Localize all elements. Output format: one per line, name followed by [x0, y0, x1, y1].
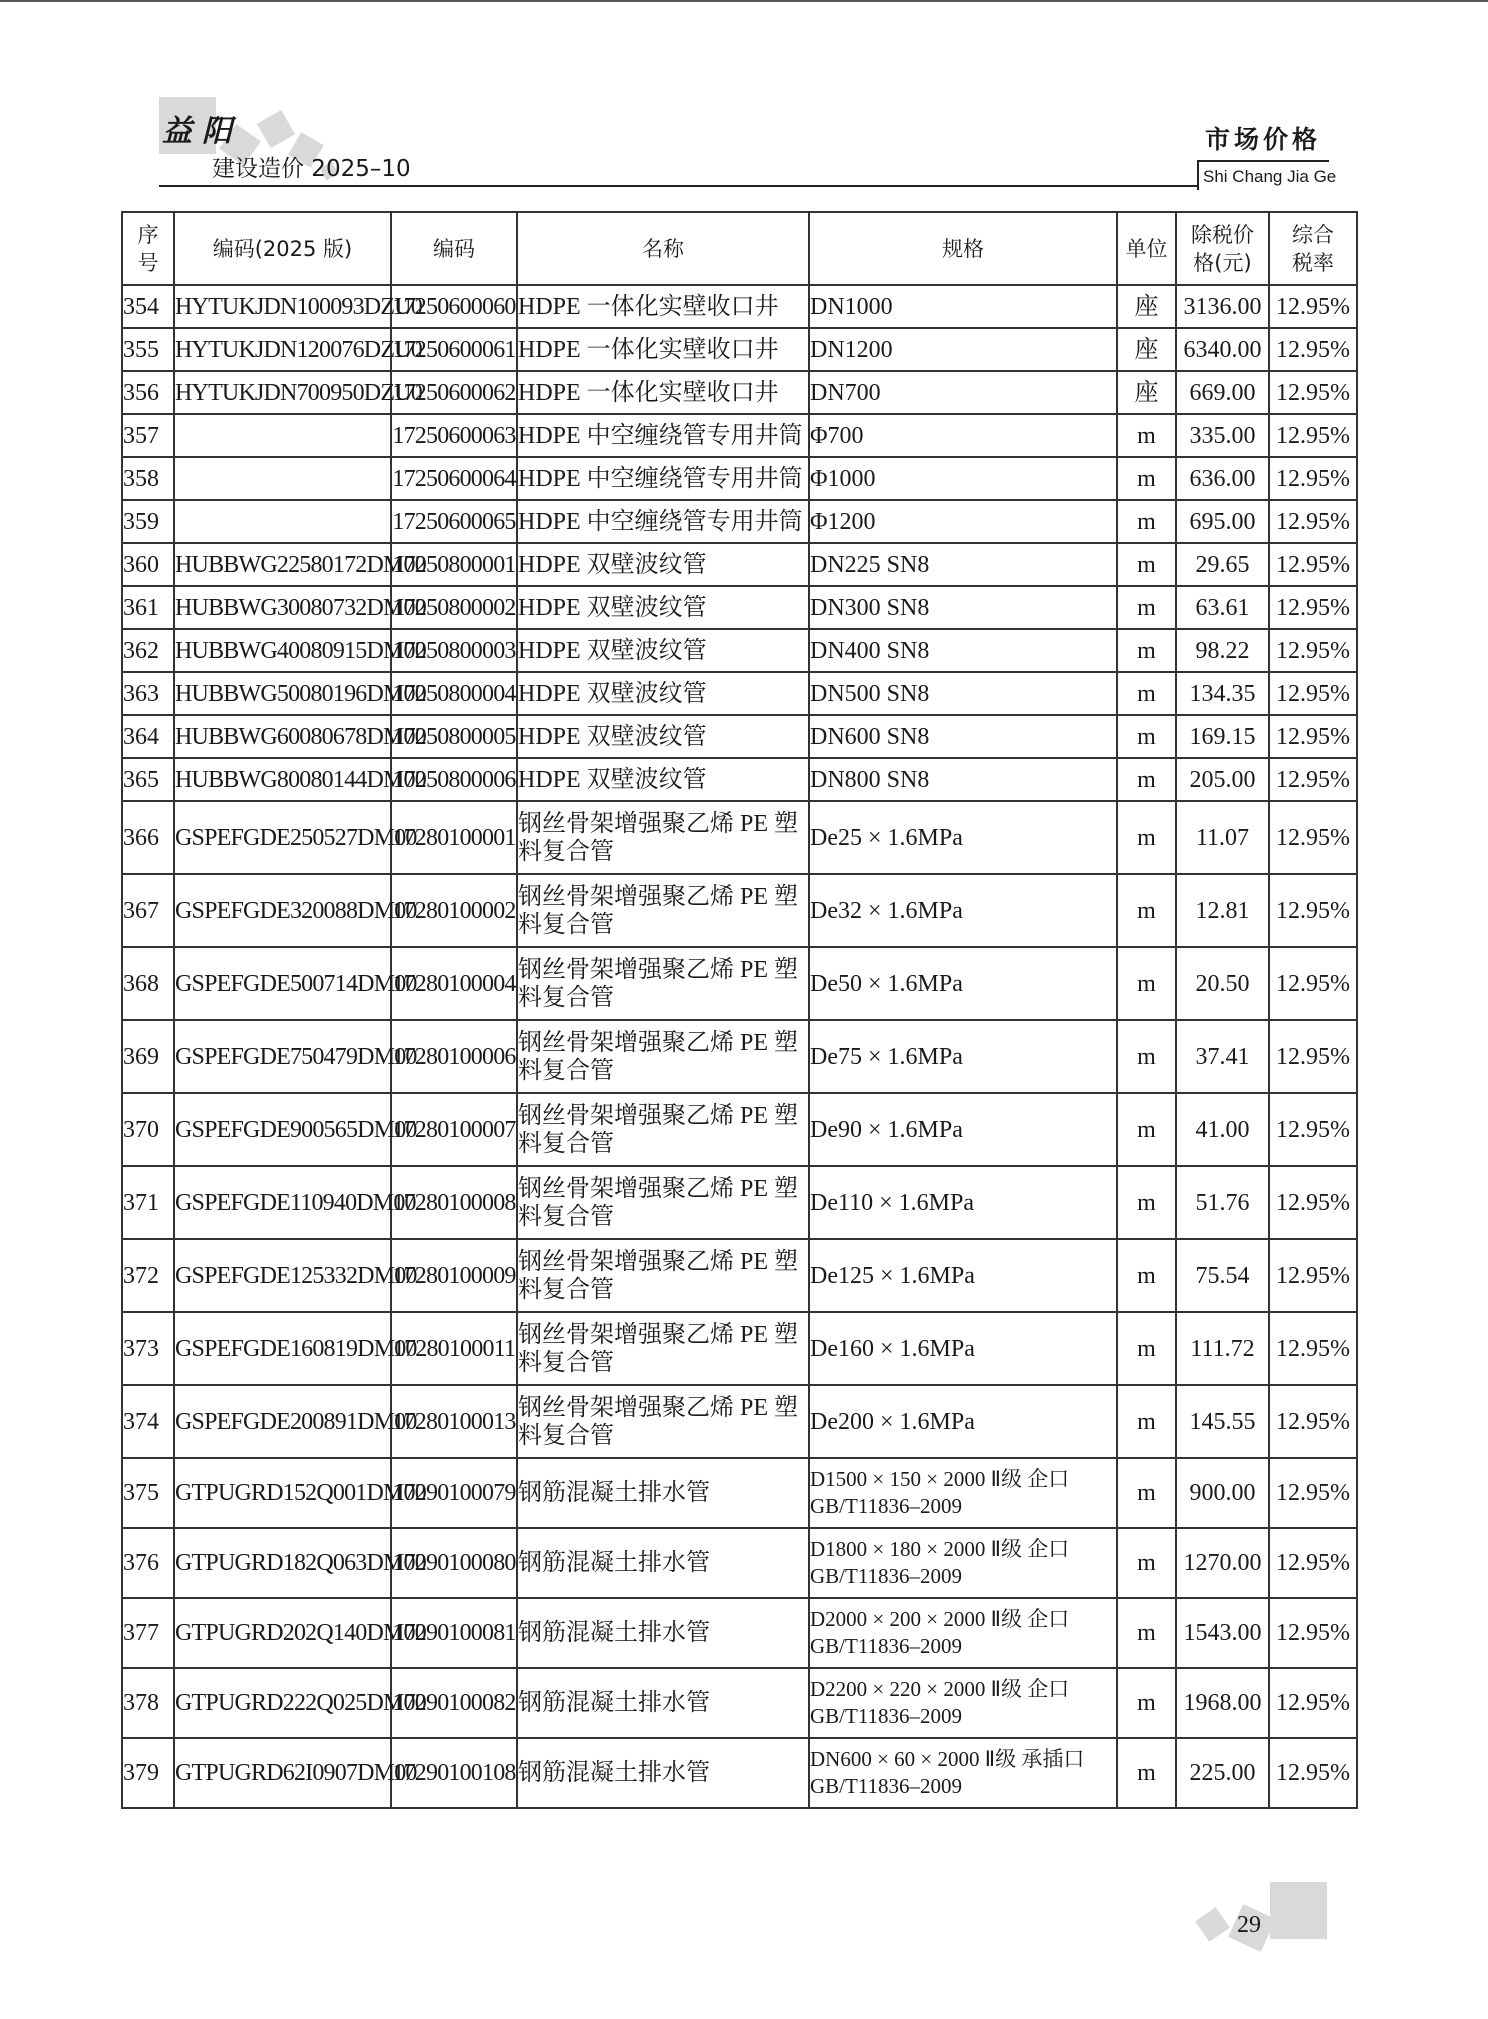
table-row — [122, 414, 1357, 457]
cell-seq: 364 — [122, 715, 174, 758]
cell-price: 669.00 — [1176, 371, 1269, 414]
cell-price: 1270.00 — [1176, 1528, 1269, 1598]
cell-code-2025: HUBBWG60080678DM00 — [174, 715, 391, 758]
cell-code-2025: GTPUGRD202Q140DM00 — [174, 1598, 391, 1668]
column-header-name: 名称 — [517, 212, 809, 285]
cell-name: 钢丝骨架增强聚乙烯 PE 塑料复合管 — [517, 1312, 809, 1385]
cell-rate: 12.95% — [1269, 1239, 1357, 1312]
cell-spec: Φ1000 — [809, 457, 1117, 500]
cell-rate: 12.95% — [1269, 457, 1357, 500]
cell-unit: m — [1117, 629, 1176, 672]
table-row — [122, 1458, 1357, 1528]
cell-price: 12.81 — [1176, 874, 1269, 947]
cell-spec: De110 × 1.6MPa — [809, 1166, 1117, 1239]
cell-spec: De25 × 1.6MPa — [809, 801, 1117, 874]
cell-rate: 12.95% — [1269, 285, 1357, 328]
cell-code: 17290100081 — [391, 1598, 517, 1668]
cell-rate: 12.95% — [1269, 328, 1357, 371]
column-header-price: 除税价 格(元) — [1176, 212, 1269, 285]
cell-code: 17290100080 — [391, 1528, 517, 1598]
cell-code: 17250600065 — [391, 500, 517, 543]
cell-name: HDPE 双壁波纹管 — [517, 586, 809, 629]
cell-code-2025: GTPUGRD62I0907DM00 — [174, 1738, 391, 1808]
cell-code-2025: HUBBWG30080732DM00 — [174, 586, 391, 629]
cell-rate: 12.95% — [1269, 371, 1357, 414]
cell-code-2025: GTPUGRD182Q063DM00 — [174, 1528, 391, 1598]
cell-unit: m — [1117, 1020, 1176, 1093]
table-row — [122, 715, 1357, 758]
table-body — [122, 285, 1357, 1808]
cell-rate: 12.95% — [1269, 874, 1357, 947]
cell-code: 17250800006 — [391, 758, 517, 801]
cell-name: 钢筋混凝土排水管 — [517, 1738, 809, 1808]
cell-spec: De32 × 1.6MPa — [809, 874, 1117, 947]
cell-price: 900.00 — [1176, 1458, 1269, 1528]
price-table — [121, 211, 1358, 1809]
table-row — [122, 1020, 1357, 1093]
cell-name: 钢丝骨架增强聚乙烯 PE 塑料复合管 — [517, 1093, 809, 1166]
page-number: 29 — [1237, 1912, 1261, 1938]
column-header-spec: 规格 — [809, 212, 1117, 285]
cell-unit: m — [1117, 500, 1176, 543]
cell-name: HDPE 双壁波纹管 — [517, 672, 809, 715]
section-title: 市场价格 — [1205, 125, 1322, 154]
table-row — [122, 1093, 1357, 1166]
table-row — [122, 457, 1357, 500]
cell-seq: 359 — [122, 500, 174, 543]
cell-code-2025: GSPEFGDE750479DM00 — [174, 1020, 391, 1093]
cell-name: HDPE 双壁波纹管 — [517, 629, 809, 672]
cell-code: 17280100008 — [391, 1166, 517, 1239]
table-row — [122, 1166, 1357, 1239]
cell-name: HDPE 一体化实壁收口井 — [517, 371, 809, 414]
cell-price: 695.00 — [1176, 500, 1269, 543]
cell-rate: 12.95% — [1269, 1738, 1357, 1808]
cell-unit: m — [1117, 543, 1176, 586]
cell-code-2025: GSPEFGDE110940DM00 — [174, 1166, 391, 1239]
cell-seq: 361 — [122, 586, 174, 629]
cell-code: 17290100082 — [391, 1668, 517, 1738]
cell-spec: DN225 SN8 — [809, 543, 1117, 586]
cell-unit: m — [1117, 947, 1176, 1020]
cell-price: 41.00 — [1176, 1093, 1269, 1166]
cell-rate: 12.95% — [1269, 414, 1357, 457]
city-logo-text: 益阳 — [162, 114, 242, 149]
cell-code-2025: GSPEFGDE160819DM00 — [174, 1312, 391, 1385]
page-square-decor — [1270, 1882, 1327, 1939]
cell-seq: 374 — [122, 1385, 174, 1458]
cell-seq: 369 — [122, 1020, 174, 1093]
cell-seq: 357 — [122, 414, 174, 457]
table-row — [122, 500, 1357, 543]
cell-spec: De200 × 1.6MPa — [809, 1385, 1117, 1458]
table-row — [122, 947, 1357, 1020]
cell-name: HDPE 双壁波纹管 — [517, 758, 809, 801]
cell-unit: m — [1117, 1385, 1176, 1458]
cell-seq: 377 — [122, 1598, 174, 1668]
cell-code-2025 — [174, 500, 391, 543]
cell-spec: DN1200 — [809, 328, 1117, 371]
section-subtitle: Shi Chang Jia Ge — [1203, 167, 1337, 186]
cell-seq: 376 — [122, 1528, 174, 1598]
table-row — [122, 328, 1357, 371]
cell-rate: 12.95% — [1269, 947, 1357, 1020]
cell-seq: 356 — [122, 371, 174, 414]
cell-code-2025: HUBBWG22580172DM00 — [174, 543, 391, 586]
cell-code-2025: GSPEFGDE500714DM00 — [174, 947, 391, 1020]
cell-spec: DN600 SN8 — [809, 715, 1117, 758]
header-rule — [159, 185, 1199, 187]
cell-name: HDPE 双壁波纹管 — [517, 543, 809, 586]
table-row — [122, 874, 1357, 947]
cell-seq: 358 — [122, 457, 174, 500]
table-row — [122, 1385, 1357, 1458]
cell-seq: 372 — [122, 1239, 174, 1312]
cell-code-2025: GSPEFGDE900565DM00 — [174, 1093, 391, 1166]
cell-code: 17250800004 — [391, 672, 517, 715]
cell-price: 20.50 — [1176, 947, 1269, 1020]
cell-unit: m — [1117, 1312, 1176, 1385]
table-row — [122, 285, 1357, 328]
cell-code: 17280100011 — [391, 1312, 517, 1385]
cell-price: 6340.00 — [1176, 328, 1269, 371]
cell-spec: D1800 × 180 × 2000 Ⅱ级 企口 GB/T11836–2009 — [809, 1528, 1117, 1598]
cell-unit: m — [1117, 1093, 1176, 1166]
cell-rate: 12.95% — [1269, 1020, 1357, 1093]
cell-price: 75.54 — [1176, 1239, 1269, 1312]
cell-unit: m — [1117, 1738, 1176, 1808]
cell-unit: m — [1117, 1458, 1176, 1528]
cell-name: 钢筋混凝土排水管 — [517, 1458, 809, 1528]
table-row — [122, 1668, 1357, 1738]
cell-code: 17280100001 — [391, 801, 517, 874]
column-header-code: 编码 — [391, 212, 517, 285]
cell-price: 98.22 — [1176, 629, 1269, 672]
cell-price: 335.00 — [1176, 414, 1269, 457]
cell-code-2025: GSPEFGDE200891DM00 — [174, 1385, 391, 1458]
cell-spec: DN1000 — [809, 285, 1117, 328]
cell-seq: 367 — [122, 874, 174, 947]
cell-rate: 12.95% — [1269, 1598, 1357, 1668]
cell-spec: De160 × 1.6MPa — [809, 1312, 1117, 1385]
cell-code: 17280100006 — [391, 1020, 517, 1093]
cell-seq: 354 — [122, 285, 174, 328]
cell-rate: 12.95% — [1269, 715, 1357, 758]
cell-rate: 12.95% — [1269, 543, 1357, 586]
table-row — [122, 543, 1357, 586]
cell-spec: De75 × 1.6MPa — [809, 1020, 1117, 1093]
cell-code-2025: HUBBWG50080196DM00 — [174, 672, 391, 715]
cell-price: 145.55 — [1176, 1385, 1269, 1458]
cell-unit: m — [1117, 801, 1176, 874]
cell-code: 17280100004 — [391, 947, 517, 1020]
cell-seq: 366 — [122, 801, 174, 874]
column-header-rate: 综合 税率 — [1269, 212, 1357, 285]
cell-price: 1968.00 — [1176, 1668, 1269, 1738]
cell-name: 钢丝骨架增强聚乙烯 PE 塑料复合管 — [517, 1020, 809, 1093]
table-row — [122, 1738, 1357, 1808]
cell-seq: 379 — [122, 1738, 174, 1808]
cell-name: HDPE 一体化实壁收口井 — [517, 328, 809, 371]
cell-code: 17250600061 — [391, 328, 517, 371]
cell-name: HDPE 中空缠绕管专用井筒 — [517, 457, 809, 500]
cell-code: 17280100002 — [391, 874, 517, 947]
cell-price: 51.76 — [1176, 1166, 1269, 1239]
cell-rate: 12.95% — [1269, 629, 1357, 672]
cell-rate: 12.95% — [1269, 1312, 1357, 1385]
cell-spec: DN600 × 60 × 2000 Ⅱ级 承插口 GB/T11836–2009 — [809, 1738, 1117, 1808]
cell-code-2025: GTPUGRD222Q025DM00 — [174, 1668, 391, 1738]
cell-spec: D2000 × 200 × 2000 Ⅱ级 企口 GB/T11836–2009 — [809, 1598, 1117, 1668]
cell-code-2025: HUBBWG40080915DM00 — [174, 629, 391, 672]
cell-name: 钢丝骨架增强聚乙烯 PE 塑料复合管 — [517, 1239, 809, 1312]
cell-seq: 360 — [122, 543, 174, 586]
cell-code: 17280100007 — [391, 1093, 517, 1166]
cell-code: 17250600063 — [391, 414, 517, 457]
cell-price: 63.61 — [1176, 586, 1269, 629]
cell-name: HDPE 一体化实壁收口井 — [517, 285, 809, 328]
cell-code-2025: GSPEFGDE250527DM00 — [174, 801, 391, 874]
table-row — [122, 586, 1357, 629]
cell-rate: 12.95% — [1269, 1093, 1357, 1166]
cell-spec: D2200 × 220 × 2000 Ⅱ级 企口 GB/T11836–2009 — [809, 1668, 1117, 1738]
cell-code-2025: HUBBWG80080144DM00 — [174, 758, 391, 801]
column-header-unit: 单位 — [1117, 212, 1176, 285]
cell-code: 17280100013 — [391, 1385, 517, 1458]
cell-seq: 365 — [122, 758, 174, 801]
cell-rate: 12.95% — [1269, 1668, 1357, 1738]
cell-code-2025 — [174, 414, 391, 457]
cell-unit: m — [1117, 1598, 1176, 1668]
page-top-rule — [0, 0, 1488, 2]
cell-unit: m — [1117, 874, 1176, 947]
table-row — [122, 801, 1357, 874]
cell-rate: 12.95% — [1269, 500, 1357, 543]
cell-seq: 378 — [122, 1668, 174, 1738]
cell-seq: 355 — [122, 328, 174, 371]
cell-price: 636.00 — [1176, 457, 1269, 500]
cell-unit: m — [1117, 715, 1176, 758]
cell-rate: 12.95% — [1269, 586, 1357, 629]
cell-name: 钢丝骨架增强聚乙烯 PE 塑料复合管 — [517, 1166, 809, 1239]
cell-code-2025 — [174, 457, 391, 500]
cell-price: 1543.00 — [1176, 1598, 1269, 1668]
table-row — [122, 1528, 1357, 1598]
cell-name: 钢丝骨架增强聚乙烯 PE 塑料复合管 — [517, 1385, 809, 1458]
cell-price: 3136.00 — [1176, 285, 1269, 328]
cell-code: 17290100108 — [391, 1738, 517, 1808]
column-header-code2025: 编码(2025 版) — [174, 212, 391, 285]
cell-unit: m — [1117, 1668, 1176, 1738]
cell-code: 17250800002 — [391, 586, 517, 629]
cell-spec: Φ1200 — [809, 500, 1117, 543]
cell-spec: DN500 SN8 — [809, 672, 1117, 715]
cell-seq: 375 — [122, 1458, 174, 1528]
table-row — [122, 672, 1357, 715]
cell-code-2025: GSPEFGDE125332DM00 — [174, 1239, 391, 1312]
cell-unit: m — [1117, 457, 1176, 500]
cell-unit: m — [1117, 414, 1176, 457]
cell-rate: 12.95% — [1269, 1458, 1357, 1528]
cell-code: 17250600060 — [391, 285, 517, 328]
journal-title: 建设造价 2025–10 — [212, 156, 411, 182]
cell-code: 17250800003 — [391, 629, 517, 672]
cell-name: 钢丝骨架增强聚乙烯 PE 塑料复合管 — [517, 947, 809, 1020]
cell-price: 205.00 — [1176, 758, 1269, 801]
cell-seq: 371 — [122, 1166, 174, 1239]
cell-rate: 12.95% — [1269, 1166, 1357, 1239]
cell-price: 134.35 — [1176, 672, 1269, 715]
table-row — [122, 1312, 1357, 1385]
cell-code: 17250600062 — [391, 371, 517, 414]
cell-seq: 362 — [122, 629, 174, 672]
cell-seq: 370 — [122, 1093, 174, 1166]
cell-name: HDPE 中空缠绕管专用井筒 — [517, 500, 809, 543]
cell-code: 17250800005 — [391, 715, 517, 758]
table-row — [122, 371, 1357, 414]
cell-spec: DN400 SN8 — [809, 629, 1117, 672]
cell-name: 钢丝骨架增强聚乙烯 PE 塑料复合管 — [517, 874, 809, 947]
cell-price: 225.00 — [1176, 1738, 1269, 1808]
cell-spec: DN800 SN8 — [809, 758, 1117, 801]
cell-code-2025: HYTUKJDN700950DZU0 — [174, 371, 391, 414]
cell-code-2025: GTPUGRD152Q001DM00 — [174, 1458, 391, 1528]
cell-price: 29.65 — [1176, 543, 1269, 586]
table-row — [122, 629, 1357, 672]
cell-code: 17280100009 — [391, 1239, 517, 1312]
cell-unit: m — [1117, 1528, 1176, 1598]
cell-name: 钢筋混凝土排水管 — [517, 1598, 809, 1668]
cell-price: 169.15 — [1176, 715, 1269, 758]
cell-rate: 12.95% — [1269, 758, 1357, 801]
diamond-decor-icon — [257, 110, 295, 148]
cell-name: 钢丝骨架增强聚乙烯 PE 塑料复合管 — [517, 801, 809, 874]
cell-spec: D1500 × 150 × 2000 Ⅱ级 企口 GB/T11836–2009 — [809, 1458, 1117, 1528]
cell-rate: 12.95% — [1269, 1528, 1357, 1598]
diamond-decor-icon — [1195, 1907, 1230, 1942]
cell-spec: De50 × 1.6MPa — [809, 947, 1117, 1020]
cell-spec: Φ700 — [809, 414, 1117, 457]
table-row — [122, 1598, 1357, 1668]
cell-unit: m — [1117, 586, 1176, 629]
cell-unit: m — [1117, 672, 1176, 715]
cell-unit: m — [1117, 758, 1176, 801]
cell-rate: 12.95% — [1269, 801, 1357, 874]
table-row — [122, 1239, 1357, 1312]
cell-spec: DN300 SN8 — [809, 586, 1117, 629]
cell-code: 17250600064 — [391, 457, 517, 500]
cell-code-2025: HYTUKJDN120076DZU0 — [174, 328, 391, 371]
cell-seq: 373 — [122, 1312, 174, 1385]
table-row — [122, 758, 1357, 801]
cell-price: 11.07 — [1176, 801, 1269, 874]
cell-spec: De125 × 1.6MPa — [809, 1239, 1117, 1312]
cell-seq: 368 — [122, 947, 174, 1020]
cell-rate: 12.95% — [1269, 1385, 1357, 1458]
cell-unit: 座 — [1117, 371, 1176, 414]
cell-code-2025: GSPEFGDE320088DM00 — [174, 874, 391, 947]
cell-name: HDPE 中空缠绕管专用井筒 — [517, 414, 809, 457]
cell-price: 37.41 — [1176, 1020, 1269, 1093]
cell-rate: 12.95% — [1269, 672, 1357, 715]
cell-name: HDPE 双壁波纹管 — [517, 715, 809, 758]
table-header-row — [122, 212, 1357, 285]
cell-name: 钢筋混凝土排水管 — [517, 1528, 809, 1598]
column-header-seq: 序 号 — [122, 212, 174, 285]
cell-code: 17250800001 — [391, 543, 517, 586]
cell-code-2025: HYTUKJDN100093DZU0 — [174, 285, 391, 328]
cell-spec: DN700 — [809, 371, 1117, 414]
cell-code: 17290100079 — [391, 1458, 517, 1528]
cell-unit: m — [1117, 1239, 1176, 1312]
cell-price: 111.72 — [1176, 1312, 1269, 1385]
cell-unit: m — [1117, 1166, 1176, 1239]
cell-unit: 座 — [1117, 328, 1176, 371]
cell-name: 钢筋混凝土排水管 — [517, 1668, 809, 1738]
cell-unit: 座 — [1117, 285, 1176, 328]
cell-spec: De90 × 1.6MPa — [809, 1093, 1117, 1166]
cell-seq: 363 — [122, 672, 174, 715]
